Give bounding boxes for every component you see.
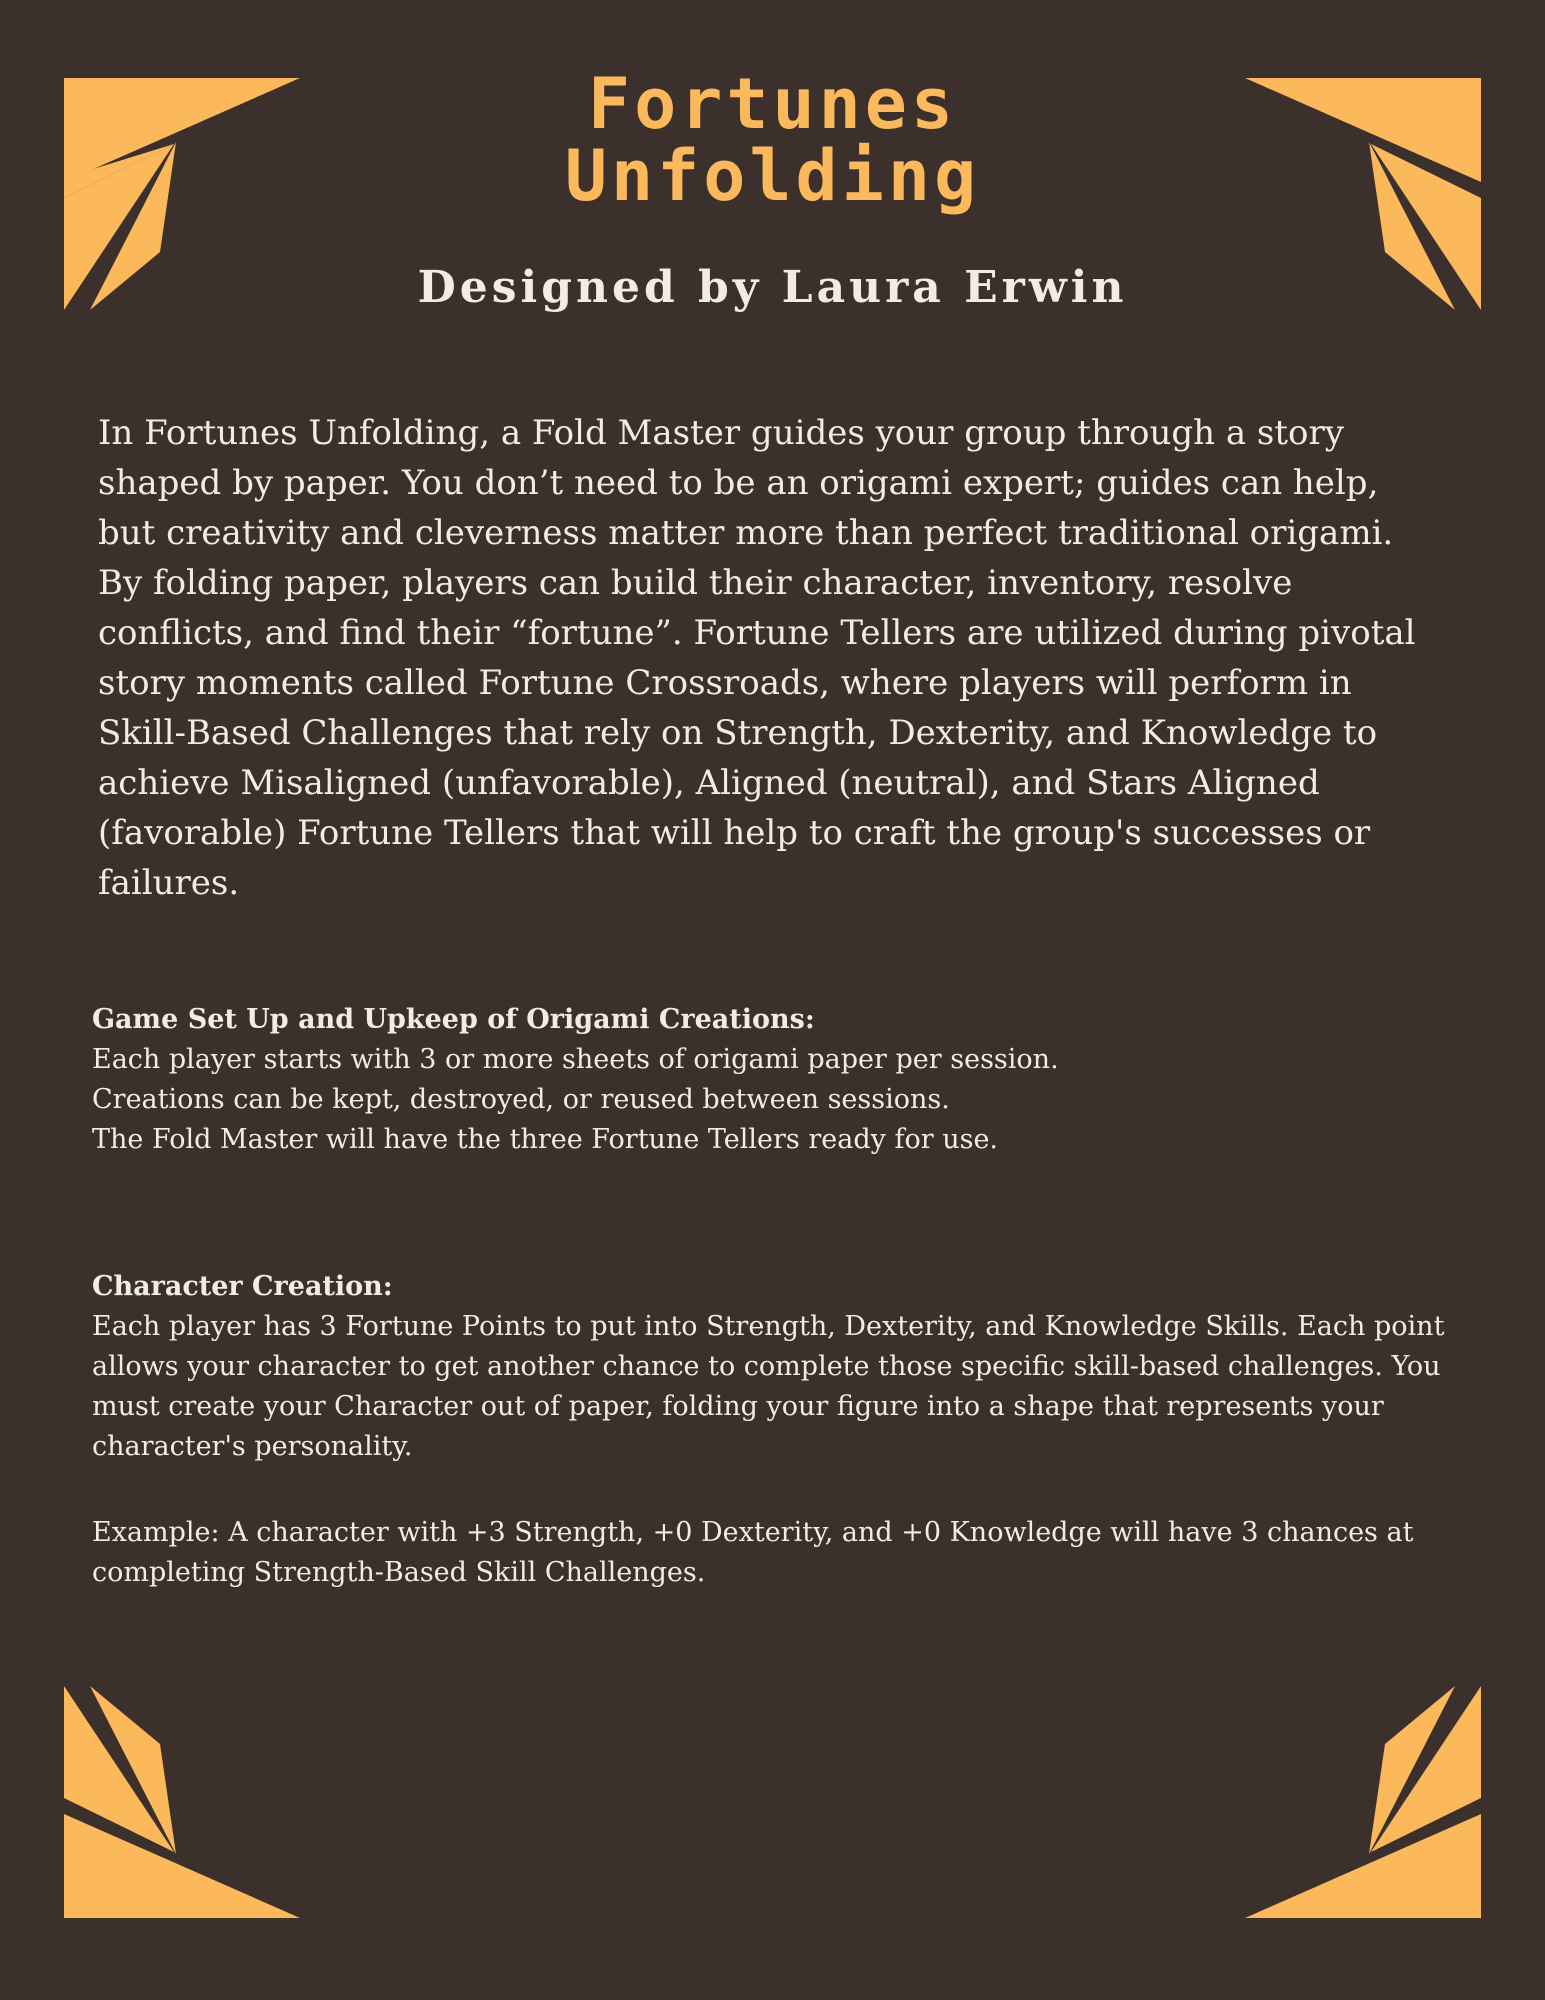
setup-line: Creations can be kept, destroyed, or reused between sessions. xyxy=(92,1084,950,1115)
title-line-2: Unfolding xyxy=(564,135,981,217)
setup-line: The Fold Master will have the three Fortune Tellers ready for use. xyxy=(92,1124,999,1155)
character-section xyxy=(92,1267,1472,1467)
designer-credit: Designed by Laura Erwin xyxy=(417,262,1128,313)
intro-paragraph: In Fortunes Unfolding, a Fold Master guides your group through a story shaped by paper. You don’t need to be an origami expert; guides can help, but creativity and cleverness matter more than perfect traditional origami. By folding paper, players can build their character, inventory, resolve conflicts, and find their “fortune”. Fortune Tellers are utilized during pivotal story moments called Fortune Crossroads, where players will perform in Skill-Based Challenges that rely on Strength, Dexterity, and Knowledge to achieve Misaligned (unfavorable), Aligned (neutral), and Stars Aligned (favorable) Fortune Tellers that will help to craft the group's successes or failures. xyxy=(98,413,1416,903)
character-heading: Character Creation: xyxy=(92,1271,393,1302)
corner-fold-bottom-left-icon xyxy=(64,1658,324,1918)
character-body: Each player has 3 Fortune Points to put into Strength, Dexterity, and Knowledge Skills. Each point allows your character to get another chance to complete those specific skill-based challenges. You must create your Character out of paper, folding your figure into a shape that represents your character's personality. xyxy=(92,1311,1445,1462)
example-paragraph: Example: A character with +3 Strength, +0 Dexterity, and +0 Knowledge will have 3 chances at completing Strength-Based Skill Challenges. xyxy=(92,1517,1414,1588)
page-title xyxy=(0,63,1545,217)
setup-section xyxy=(92,1000,1472,1160)
setup-line: Each player starts with 3 or more sheets of origami paper per session. xyxy=(92,1044,1059,1075)
setup-heading: Game Set Up and Upkeep of Origami Creations: xyxy=(92,1004,815,1035)
title-line-1: Fortunes xyxy=(587,63,958,145)
corner-fold-bottom-right-icon xyxy=(1221,1658,1481,1918)
